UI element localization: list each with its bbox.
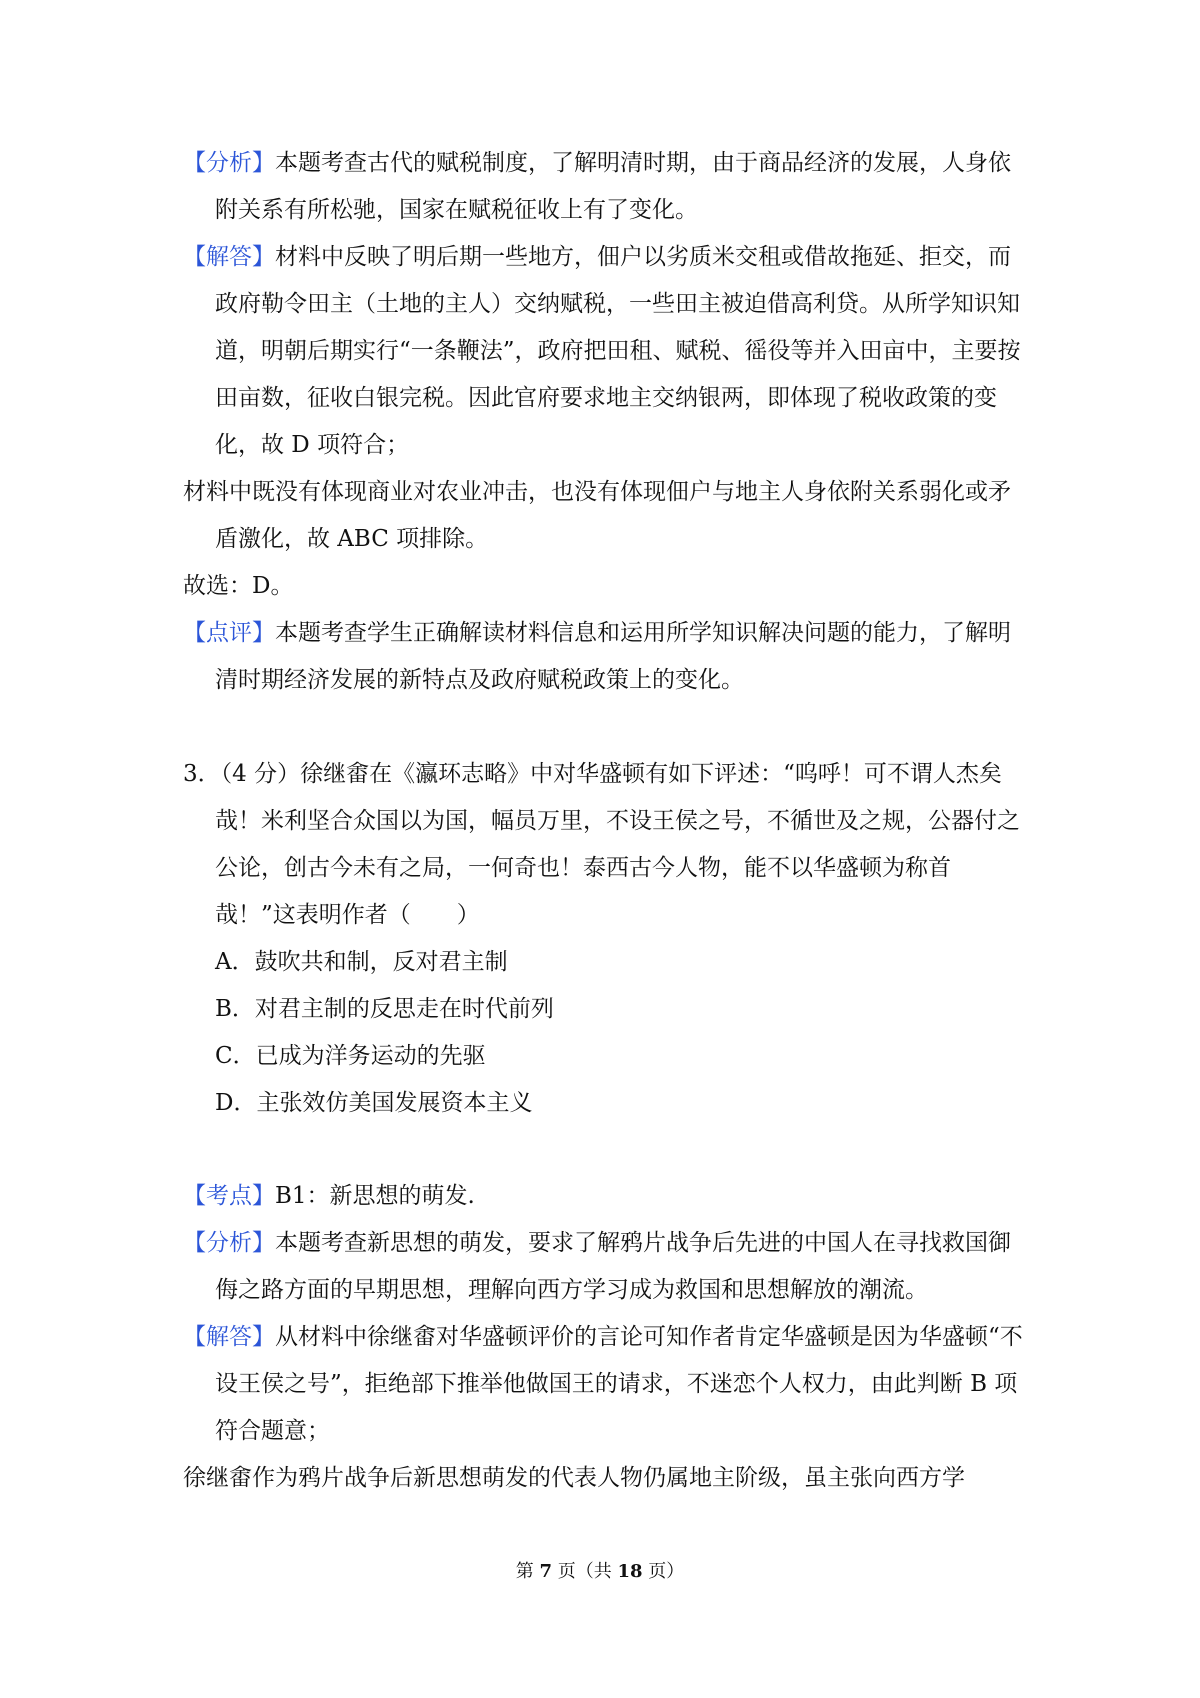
question-score: （4 分） <box>220 761 301 787</box>
analysis2-text: 本题考查新思想的萌发，要求了解鸦片战争后先进的中国人在寻找救国御侮之路方面的早期思想，理解向西方学习成为救国和思想解放的潮流。 <box>215 1230 1011 1303</box>
option-d: D．主张效仿美国发展资本主义 <box>215 1090 533 1116</box>
solution-extra-paragraph <box>183 469 1025 563</box>
analysis-text: 本题考查古代的赋税制度，了解明清时期，由于商品经济的发展，人身依附关系有所松驰，国家在赋税征收上有了变化。 <box>215 150 1011 223</box>
footer-suffix: 页） <box>642 1561 685 1582</box>
answer2-paragraph <box>183 1314 1025 1455</box>
answer2-tag: 【解答】 <box>183 1324 275 1350</box>
analysis2-paragraph <box>183 1220 1025 1314</box>
option-a: A．鼓吹共和制，反对君主制 <box>215 949 508 975</box>
page-footer <box>0 1560 1200 1584</box>
review-tag: 【点评】 <box>183 620 275 646</box>
page-content <box>183 140 1025 1502</box>
footer-page-number: 7 <box>539 1561 552 1582</box>
footer-total-pages: 18 <box>617 1561 643 1582</box>
answer-line <box>183 563 1025 610</box>
question-stem <box>183 751 1025 939</box>
option-c: C．已成为洋务运动的先驱 <box>215 1043 486 1069</box>
answer-text: 故选：D。 <box>183 573 294 599</box>
review-paragraph <box>183 610 1025 704</box>
point-tag: 【考点】 <box>183 1183 275 1209</box>
solution-text: 材料中反映了明后期一些地方，佃户以劣质米交租或借故拖延、拒交，而政府勒令田主（土地的主人）交纳赋税，一些田主被迫借高利贷。从所学知识知道，明朝后期实行“一条鞭法”，政府把田租、赋税、徭役等并入田亩中，主要按田亩数，征收白银完税。因此官府要求地主交纳银两，即体现了税收政策的变化，故 D 项符合； <box>215 244 1021 458</box>
question-text: 徐继畬在《瀛环志略》中对华盛顿有如下评述：“呜呼！可不谓人杰矣哉！米利坚合众国以为国，幅员万里，不设王侯之号，不循世及之规，公器付之公论，创古今未有之局，一何奇也！泰西古今人物，能不以华盛顿为称首哉！”这表明作者（ ） <box>215 761 1020 928</box>
point-paragraph <box>183 1173 1025 1220</box>
answer2-text: 从材料中徐继畬对华盛顿评价的言论可知作者肯定华盛顿是因为华盛顿“不设王侯之号”，拒绝部下推举他做国王的请求，不迷恋个人权力，由此判断 B 项符合题意； <box>215 1324 1023 1444</box>
point-text: B1：新思想的萌发. <box>275 1183 475 1209</box>
question-number: 3． <box>183 761 221 787</box>
analysis-paragraph <box>183 140 1025 234</box>
solution-extra-text: 材料中既没有体现商业对农业冲击，也没有体现佃户与地主人身依附关系弱化或矛盾激化，故 ABC 项排除。 <box>183 479 1011 552</box>
footer-prefix: 第 <box>515 1561 540 1582</box>
analysis-tag: 【分析】 <box>183 150 275 176</box>
option-b: B．对君主制的反思走在时代前列 <box>215 996 554 1022</box>
continuation-paragraph <box>183 1455 1025 1502</box>
review-text: 本题考查学生正确解读材料信息和运用所学知识解决问题的能力，了解明清时期经济发展的新特点及政府赋税政策上的变化。 <box>215 620 1011 693</box>
section-spacer <box>183 704 1025 751</box>
solution-tag: 【解答】 <box>183 244 275 270</box>
analysis2-tag: 【分析】 <box>183 1230 275 1256</box>
continuation-text: 徐继畬作为鸦片战争后新思想萌发的代表人物仍属地主阶级，虽主张向西方学 <box>183 1465 965 1491</box>
section-spacer <box>183 1127 1025 1173</box>
footer-middle: 页（共 <box>552 1561 618 1582</box>
solution-paragraph <box>183 234 1025 469</box>
